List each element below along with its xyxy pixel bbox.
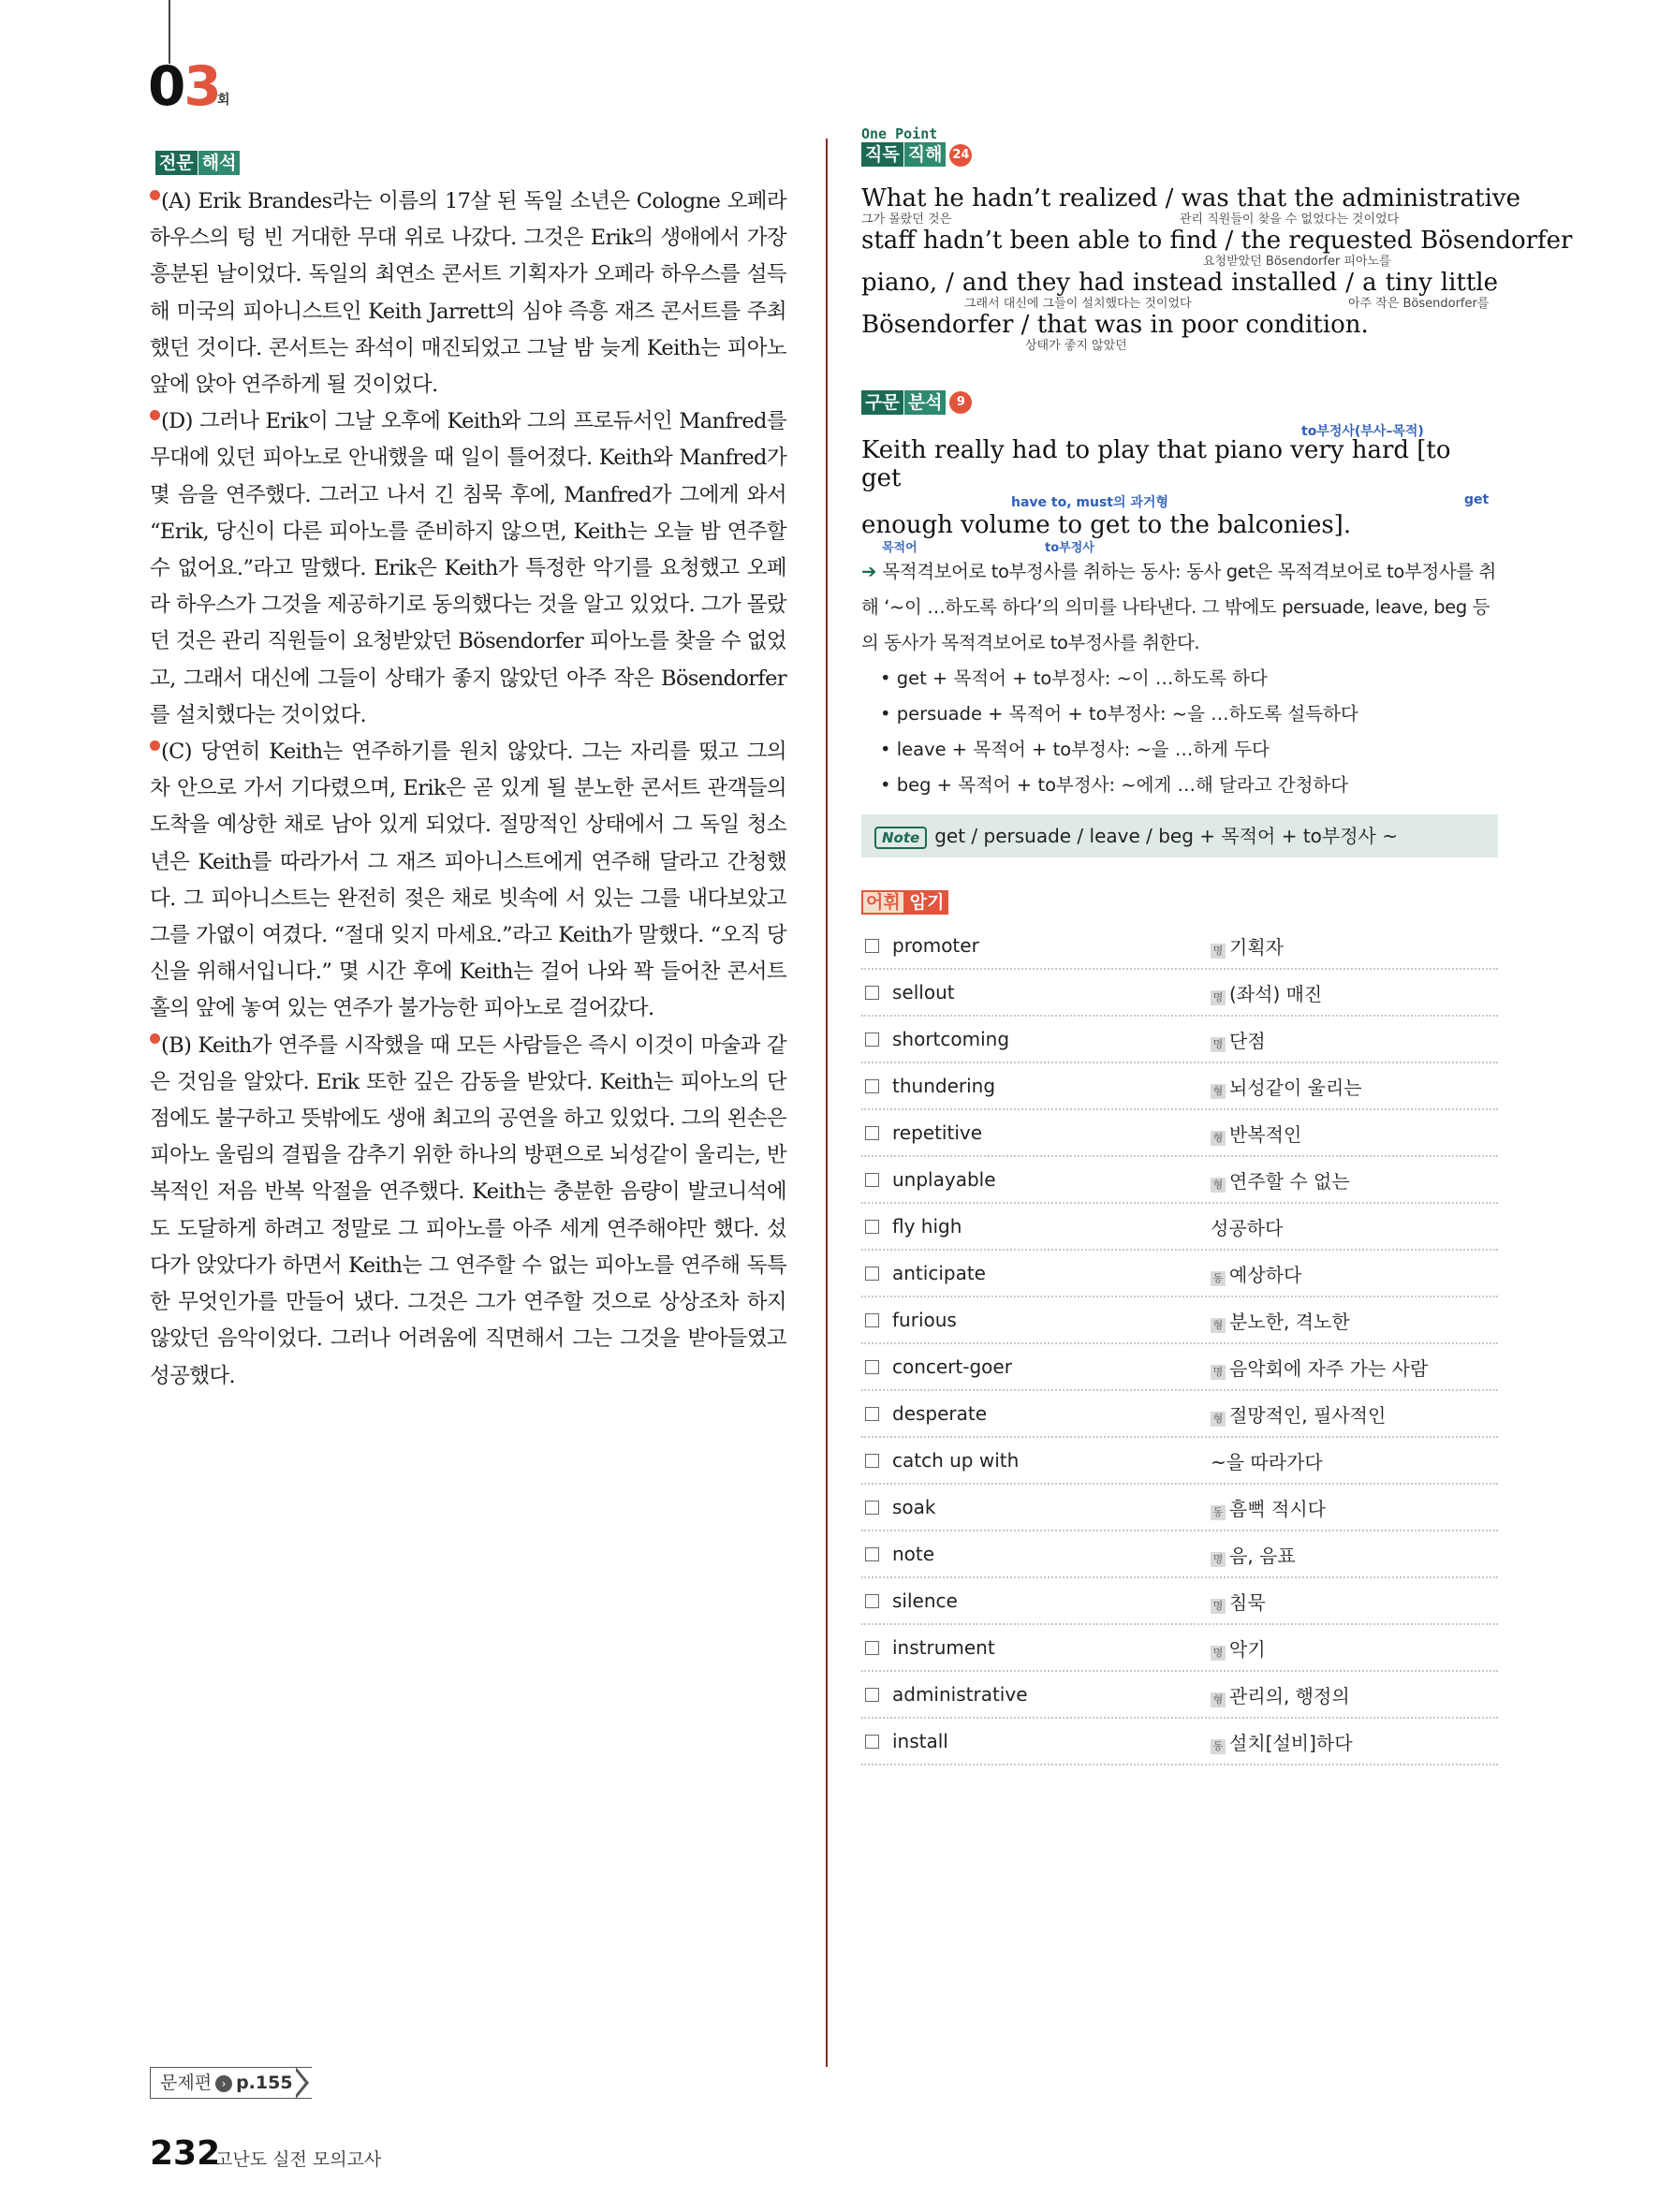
part-of-speech: 명 (1211, 1552, 1226, 1567)
vocab-word: concert-goer (892, 1355, 1012, 1378)
checkbox-icon[interactable] (865, 1267, 879, 1281)
note-inf-purpose: to부정사(부사–목적) (1301, 424, 1424, 439)
vocab-word: instrument (892, 1636, 995, 1659)
vocab-row (861, 1344, 1498, 1391)
structure-bullet: • leave + 목적어 + to부정사: ~을 …하게 두다 (880, 739, 1270, 760)
checkbox-icon[interactable] (865, 1173, 879, 1187)
note-have-to: have to, must의 과거형 (1011, 495, 1168, 510)
vocab-word: desperate (892, 1402, 988, 1425)
part-of-speech: 명 (1211, 944, 1226, 959)
reading-line-3: piano, / and they had instead installed / a tiny little (861, 268, 1498, 297)
vocab-meaning: 동 예상하다 (1211, 1260, 1301, 1287)
vocab-meaning: 형 반복적인 (1211, 1120, 1301, 1147)
vocab-meaning: 명 기획자 (1211, 932, 1284, 960)
checkbox-icon[interactable] (865, 1688, 879, 1702)
vocab-row (861, 1297, 1498, 1344)
part-of-speech: 형 (1211, 1318, 1226, 1333)
part-of-speech: 명 (1211, 1646, 1226, 1661)
vocab-meaning: 명 침묵 (1211, 1588, 1266, 1615)
vocab-word: fly high (892, 1215, 962, 1238)
gloss: 상태가 좋지 않았던 (1025, 338, 1127, 353)
vocab-word: anticipate (892, 1262, 986, 1284)
checkbox-icon[interactable] (865, 1547, 879, 1561)
vocab-meaning: 형 뇌성같이 울리는 (1211, 1073, 1362, 1100)
page-number: 232 (150, 2134, 221, 2173)
vocab-row (861, 1063, 1498, 1110)
direct-reading-block (861, 183, 1573, 354)
vocab-word: note (892, 1543, 935, 1565)
part-of-speech: 명 (1211, 990, 1226, 1005)
vocab-meaning: 형 연주할 수 없는 (1211, 1166, 1350, 1194)
structure-explanation: ➔ 목적격보어로 to부정사를 취하는 동사: 동사 get은 목적격보어로 to부정사를 취해 ‘~이 …하도록 하다’의 의미를 나타낸다. 그 밖에도 persuade, leave, beg 등의 동사가 목적격보어로 to부정사를 취한다. (861, 561, 1496, 653)
vocab-row (861, 1531, 1498, 1578)
vocab-meaning: 동 설치[설비]하다 (1211, 1728, 1353, 1755)
vocab-meaning: 성공하다 (1211, 1216, 1284, 1239)
checkbox-icon[interactable] (865, 1407, 879, 1421)
note-text: get / persuade / leave / beg + 목적어 + to부정사 ~ (934, 825, 1398, 847)
vocab-meaning: 명 음, 음표 (1211, 1541, 1296, 1568)
reading-line-2: staff hadn’t been able to find / the requested Bösendorfer (861, 226, 1573, 255)
vocab-word: soak (892, 1496, 936, 1518)
vocab-list (861, 923, 1498, 1765)
vocab-meaning: 형 분노한, 격노한 (1211, 1307, 1350, 1334)
analysis-section (861, 125, 1573, 1765)
paragraph-d: (D) 그러나 Erik이 그날 오후에 Keith와 그의 프로듀서인 Manfred를 무대에 있던 피아노로 안내했을 때 일이 틀어졌다. Keith와 Manfred가 몇 음을 연주했다. 그러고 나서 긴 침묵 후에, Manfred가 그에게 와서 “Erik, 당신이 다른 피아노를 준비하지 않으면, Keith는 오늘 밤 연주할 수 없어요.”라고 말했다. Erik은 Keith가 특정한 악기를 요청했고 오페라 하우스가 그것을 제공하기로 동의했다는 것을 알고 있었다. 그가 몰랐던 것은 관리 직원들이 요청받았던 Bösendorfer 피아노를 찾을 수 없었고, 그래서 대신에 그들이 상태가 좋지 않았던 아주 작은 Bösendorfer를 설치했다는 것이었다. (150, 409, 786, 727)
part-of-speech: 형 (1211, 1412, 1226, 1427)
vocab-word: silence (892, 1589, 958, 1612)
structure-block (861, 389, 1498, 858)
problem-page-reference: 문제편 › p.155 (150, 2067, 312, 2099)
paragraph-c: (C) 당연히 Keith는 연주하기를 원치 않았다. 그는 자리를 떴고 그의 차 안으로 가서 기다렸으며, Erik은 곧 있게 될 분노한 콘서트 관객들의 도착을 예상한 채로 남아 있게 되었다. 절망적인 상태에서 그 독일 청소년은 Keith를 따라가서 그 재즈 피아니스트에게 연주해 달라고 간청했다. 그 피아니스트는 완전히 젖은 채로 빗속에 서 있는 그를 내다보았고 그를 가엾이 여겼다. “절대 잊지 마세요.”라고 Keith가 말했다. “오직 당신을 위해서입니다.” 몇 시간 후에 Keith는 걸어 나와 꽉 들어찬 콘서트홀의 앞에 놓여 있는 연주가 불가능한 피아노로 걸어갔다. (150, 740, 786, 1021)
vocab-word: shortcoming (892, 1028, 1010, 1050)
note-object: 목적어 (882, 541, 918, 555)
vocab-meaning: 동 흠뻑 적시다 (1211, 1494, 1326, 1521)
checkbox-icon[interactable] (865, 1220, 879, 1234)
part-of-speech: 동 (1211, 1739, 1226, 1754)
checkbox-icon[interactable] (865, 1033, 879, 1047)
gloss: 아주 작은 Bösendorfer를 (1348, 296, 1490, 311)
vocab-word: furious (892, 1309, 957, 1331)
checkbox-icon[interactable] (865, 1360, 879, 1374)
reading-line-4: Bösendorfer / that was in poor condition. (861, 310, 1369, 339)
vocab-word: install (892, 1730, 948, 1752)
structure-bullet: • persuade + 목적어 + to부정사: ~을 …하도록 설득하다 (880, 703, 1358, 725)
part-of-speech: 형 (1211, 1692, 1226, 1707)
note-label: Note (874, 827, 927, 849)
vocab-word: sellout (892, 981, 955, 1003)
part-of-speech: 동 (1211, 1271, 1226, 1286)
vocab-row (861, 1157, 1498, 1204)
vocab-word: repetitive (892, 1121, 983, 1144)
vocab-word: thundering (892, 1075, 996, 1097)
structure-sentence-1: Keith really had to play that piano very hard [to get (861, 436, 1451, 492)
unit-number: 03 (148, 54, 220, 118)
checkbox-icon[interactable] (865, 1641, 879, 1655)
gloss: 요청받았던 Bösendorfer 피아노를 (1203, 254, 1391, 269)
vocab-row (861, 1391, 1498, 1438)
structure-sentence-2: enough volume to get to the balconies]. (861, 511, 1352, 539)
vocab-meaning: 형 절망적인, 필사적인 (1211, 1400, 1386, 1428)
vocab-row (861, 1625, 1498, 1672)
note-get: get (1464, 492, 1490, 507)
vocab-row (861, 923, 1498, 970)
part-of-speech: 명 (1211, 1599, 1226, 1614)
gloss: 관리 직원들이 찾을 수 없었다는 것이었다 (1180, 212, 1400, 227)
checkbox-icon[interactable] (865, 1126, 879, 1140)
vocab-row (861, 1672, 1498, 1719)
vocab-row (861, 1578, 1498, 1625)
checkbox-icon[interactable] (865, 1313, 879, 1327)
vocab-meaning: 명 악기 (1211, 1634, 1266, 1662)
vocab-word: catch up with (892, 1449, 1020, 1472)
part-of-speech: 동 (1211, 1505, 1226, 1520)
vocab-meaning: 명 (좌석) 매진 (1211, 979, 1322, 1006)
translation-section (150, 150, 786, 1395)
part-of-speech: 형 (1211, 1131, 1226, 1146)
part-of-speech: 형 (1211, 1178, 1226, 1193)
column-divider (826, 139, 828, 2067)
note-bar (861, 814, 1498, 857)
vocab-row (861, 1204, 1498, 1251)
note-to-infinitive: to부정사 (1045, 541, 1094, 555)
structure-tag: 구문 분석 9 (861, 389, 977, 417)
vocab-meaning: 명 단점 (1211, 1026, 1266, 1053)
vocab-meaning: 형 관리의, 행정의 (1211, 1681, 1350, 1708)
gloss: 그가 몰랐던 것은 (861, 212, 952, 227)
checkbox-icon[interactable] (865, 1735, 879, 1749)
vocab-row (861, 1719, 1498, 1765)
part-of-speech: 형 (1211, 1084, 1226, 1099)
checkbox-icon[interactable] (865, 1501, 879, 1515)
vocab-word: unplayable (892, 1168, 996, 1191)
vocab-word: administrative (892, 1683, 1028, 1706)
sentence-badge: 24 (949, 144, 972, 167)
vocab-word: promoter (892, 934, 979, 957)
structure-bullet: • get + 목적어 + to부정사: ~이 …하도록 하다 (880, 667, 1268, 689)
vocab-row (861, 1017, 1498, 1063)
gloss: 그래서 대신에 그들이 설치했다는 것이었다 (964, 296, 1192, 311)
vocab-row (861, 970, 1498, 1017)
part-of-speech: 명 (1211, 1037, 1226, 1052)
reading-line-1: What he hadn’t realized / was that the administrative (861, 183, 1521, 212)
part-of-speech: 명 (1211, 1365, 1226, 1380)
direct-reading-tag: 직독 직해 24 (861, 141, 977, 168)
checkbox-icon[interactable] (865, 1079, 879, 1093)
checkbox-icon[interactable] (865, 986, 879, 1000)
one-point-label: One Point (861, 125, 938, 142)
checkbox-icon[interactable] (865, 939, 879, 953)
book-title: 고난도 실전 모의고사 (215, 2149, 382, 2170)
vocab-row (861, 1110, 1498, 1157)
vocab-meaning: 명 음악회에 자주 가는 사람 (1211, 1354, 1428, 1381)
structure-bullet: • beg + 목적어 + to부정사: ~에게 …해 달라고 간청하다 (880, 774, 1349, 796)
vocab-meaning: ~을 따라가다 (1211, 1450, 1323, 1473)
unit-suffix: 회 (217, 93, 230, 108)
checkbox-icon[interactable] (865, 1594, 879, 1608)
vocab-row (861, 1438, 1498, 1485)
vocab-row (861, 1251, 1498, 1297)
checkbox-icon[interactable] (865, 1454, 879, 1468)
vocab-tag: 어휘 암기 (861, 889, 954, 916)
vocab-row (861, 1485, 1498, 1531)
translation-tag: 전문 해석 (150, 150, 245, 176)
paragraph-b: (B) Keith가 연주를 시작했을 때 모든 사람들은 즉시 이것이 마술과 같은 것임을 알았다. Erik 또한 깊은 감동을 받았다. Keith는 피아노의 단점에도 불구하고 뜻밖에도 생애 최고의 공연을 하고 있었다. 그의 왼손은 피아노 울림의 결핍을 감추기 위한 하나의 방편으로 뇌성같이 울리는, 반복적인 저음 반복 악절을 연주했다. Keith는 충분한 음량이 발코니석에도 도달하게 하려고 정말로 그 피아노를 아주 세게 연주해야만 했다. 섰다가 앉았다가 하면서 Keith는 그 연주할 수 없는 피아노를 연주해 독특한 무엇인가를 만들어 냈다. 그것은 그가 연주할 것으로 상상조차 하지 않았던 음악이었다. 그러나 어려움에 직면해서 그는 그것을 받아들였고 성공했다. (150, 1033, 786, 1388)
paragraph-a: (A) Erik Brandes라는 이름의 17살 된 독일 소년은 Cologne 오페라 하우스의 텅 빈 거대한 무대 위로 나갔다. 그것은 Erik의 생애에서 가장 흥분된 날이었다. 독일의 최연소 콘서트 기획자가 오페라 하우스를 설득해 미국의 피아니스트인 Keith Jarrett의 심야 즉흥 재즈 콘서트를 주최했던 것이다. 콘서트는 좌석이 매진되었고 그날 밤 늦게 Keith는 피아노 앞에 앉아 연주하게 될 것이었다. (150, 189, 786, 398)
